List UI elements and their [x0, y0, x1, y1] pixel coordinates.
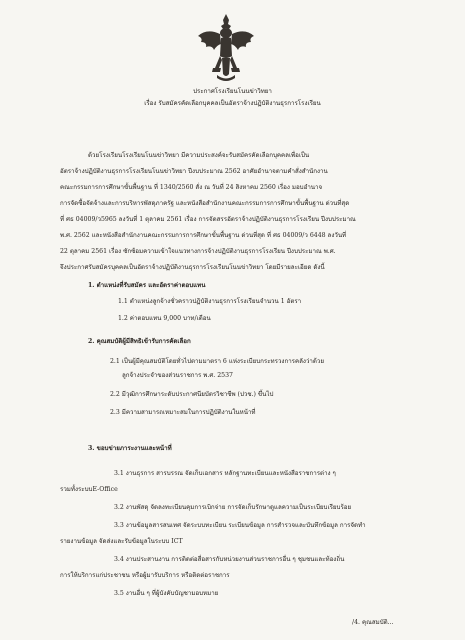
section-3-item: 3.4 งานประสานงาน การติดต่อสื่อสารกับหน่วยงานส่วนราชการอื่น ๆ ชุมชนและท้องถิ่น — [114, 556, 345, 563]
intro-line: อัตราจ้างปฏิบัติงานธุรการโรงเรียนโนนข่าวิทยา ปีงบประมาณ 2562 อาศัยอำนาจตามคำสั่งสำนักงาน — [60, 168, 328, 175]
intro-line: ด้วยโรงเรียนโรงเรียนโนนข่าวิทยา มีความประสงค์จะรับสมัครคัดเลือกบุคคลเพื่อเป็น — [88, 152, 310, 159]
intro-line: 22 ตุลาคม 2561 เรื่อง ซักซ้อมความเข้าใจแนวทางการจ้างปฏิบัติงานธุรการโรงเรียน ปีงบประมาณ พ.ศ. — [60, 248, 336, 255]
section-2-item: ลูกจ้างประจำของส่วนราชการ พ.ศ. 2537 — [122, 372, 233, 379]
section-2-item: 2.1 เป็นผู้มีคุณสมบัติโดยทั่วไปตามมาตรา 6 แห่งระเบียบกระทรวงการคลังว่าด้วย — [110, 358, 325, 365]
section-2-item: 2.3 มีความสามารถเหมาะสมในการปฏิบัติงานในหน้าที่ — [110, 409, 256, 416]
announcement-subject: เรื่อง รับสมัครคัดเลือกบุคคลเป็นอัตราจ้างปฏิบัติงานธุรการโรงเรียน — [144, 100, 321, 107]
section-1-heading: 1. ตำแหน่งที่รับสมัคร และอัตราค่าตอบแทน — [88, 282, 206, 289]
section-3-item: 3.1 งานธุรการ สารบรรณ จัดเก็บเอกสาร หลักฐานทะเบียนและหนังสือราชการต่าง ๆ — [114, 470, 336, 477]
section-2-heading: 2. คุณสมบัติผู้มีสิทธิเข้ารับการคัดเลือก — [88, 338, 191, 345]
section-2-item: 2.2 มีวุฒิการศึกษาระดับประกาศนียบัตรวิชาชีพ (ปวช.) ขึ้นไป — [110, 391, 274, 398]
section-3-item: รายงานข้อมูล จัดส่งและรับข้อมูลในระบบ ICT — [60, 538, 183, 545]
intro-line: ที่ ศธ 04009/ว5965 ลงวันที่ 1 ตุลาคม 2561 เรื่อง การจัดสรรอัตราจ้างปฏิบัติงานธุรการโรงเรียน ปีงบประมาณ — [60, 216, 356, 223]
intro-line: พ.ศ. 2562 และหนังสือสำนักงานคณะกรรมการการศึกษาขั้นพื้นฐาน ด่วนที่สุด ที่ ศธ 04009/ว 6448 ลงวันที่ — [60, 232, 347, 239]
continuation-note: /4. คุณสมบัติ... — [352, 619, 394, 626]
section-3-item: 3.5 งานอื่น ๆ ที่ผู้บังคับบัญชามอบหมาย — [114, 590, 219, 597]
section-1-item: 1.1 ตำแหน่งลูกจ้างชั่วคราวปฏิบัติงานธุรการโรงเรียนจำนวน 1 อัตรา — [118, 298, 302, 305]
announcement-title: ประกาศโรงเรียนโนนข่าวิทยา — [193, 88, 272, 95]
intro-line: คณะกรรมการการศึกษาขั้นพื้นฐาน ที่ 1340/2560 สั่ง ณ วันที่ 24 สิงหาคม 2560 เรื่อง มอบอำนาจ — [60, 184, 323, 191]
section-3-heading: 3. ขอบข่ายภาระงานและหน้าที่ — [88, 445, 172, 452]
intro-line: การจัดซื้อจัดจ้างและการบริหารพัสดุภาครัฐ และหนังสือสำนักงานคณะกรรมการการศึกษาขั้นพื้นฐาน ด่วนที่สุด — [60, 200, 350, 207]
section-3-item: 3.2 งานพัสดุ จัดลงทะเบียนคุมการเบิกจ่าย การจัดเก็บรักษาดูแลความเป็นระเบียบเรียบร้อย — [114, 504, 352, 511]
section-3-item: รวมทั้งระบบE-Office — [60, 486, 118, 493]
section-3-item: 3.3 งานข้อมูลสารสนเทศ จัดระบบทะเบียน ระเบียนข้อมูล การสำรวจและบันทึกข้อมูล การจัดทำ — [114, 522, 366, 529]
intro-line: จึงประกาศรับสมัครบุคคลเป็นอัตราจ้างปฏิบัติงานธุรการโรงเรียนโนนข่าวิทยา โดยมีรายละเอียด ดังนี้ — [60, 264, 325, 271]
garuda-emblem-icon — [195, 12, 257, 84]
section-3-item: การให้บริการแก่ประชาชน หรือผู้มารับบริการ หรือติดต่อราชการ — [60, 572, 230, 579]
section-1-item: 1.2 ค่าตอบแทน 9,000 บาท/เดือน — [118, 315, 211, 322]
